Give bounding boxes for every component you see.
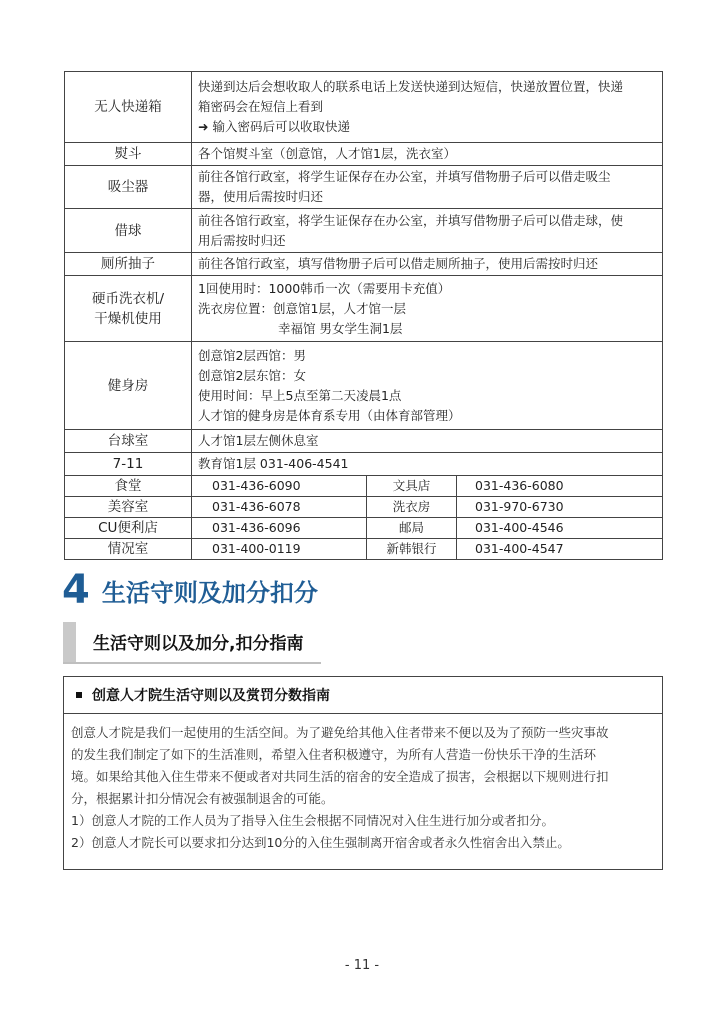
subsection-title: 生活守则以及加分,扣分指南 <box>93 634 304 654</box>
contact-phone: 031-436-6096 <box>192 518 367 539</box>
rules-box-body <box>64 714 662 854</box>
contact-phone: 031-436-6090 <box>192 476 367 497</box>
contact-row <box>65 497 663 518</box>
contact-name: 洗衣房 <box>367 497 457 518</box>
table-row <box>65 253 663 276</box>
row-description: 前往各馆行政室，将学生证保存在办公室，并填写借物册子后可以借走球，使 用后需按时归还 <box>192 209 663 253</box>
contact-phone: 031-400-4546 <box>457 518 663 539</box>
row-description: 人才馆1层左侧休息室 <box>192 430 663 453</box>
table-row <box>65 276 663 342</box>
contact-row <box>65 539 663 560</box>
table-row <box>65 209 663 253</box>
contact-row <box>65 518 663 539</box>
row-description: 快递到达后会想收取人的联系电话上发送快递到达短信，快递放置位置，快递 箱密码会在短信上看到 ➜ 输入密码后可以收取快递 <box>192 72 663 143</box>
paragraph-line: 创意人才院是我们一起使用的生活空间。为了避免给其他入住者带来不便以及为了预防一些灾事故 <box>71 725 609 740</box>
row-description: 创意馆2层西馆：男 创意馆2层东馆：女 使用时间：早上5点至第二天凌晨1点 人才馆的健身房是体育系专用（由体育部管理） <box>192 342 663 430</box>
row-description: 前往各馆行政室，填写借物册子后可以借走厕所抽子，使用后需按时归还 <box>192 253 663 276</box>
contact-row <box>65 476 663 497</box>
row-description: 教育馆1层 031-406-4541 <box>192 453 663 476</box>
contact-phone: 031-436-6080 <box>457 476 663 497</box>
table-row <box>65 342 663 430</box>
rules-box-header <box>64 677 662 714</box>
row-label: 厕所抽子 <box>65 253 192 276</box>
contact-name: 情况室 <box>65 539 192 560</box>
contact-phone: 031-436-6078 <box>192 497 367 518</box>
table-row <box>65 430 663 453</box>
contact-name: 食堂 <box>65 476 192 497</box>
contact-name: 邮局 <box>367 518 457 539</box>
section-title: 生活守则及加分扣分 <box>101 578 318 607</box>
row-label: 健身房 <box>65 342 192 430</box>
row-label: 7-11 <box>65 453 192 476</box>
subsection-heading <box>63 620 323 664</box>
heading-accent-bar <box>63 622 76 662</box>
row-label: 借球 <box>65 209 192 253</box>
table-row <box>65 166 663 209</box>
page-number: - 11 - <box>344 958 380 973</box>
row-label: 无人快递箱 <box>65 72 192 143</box>
table-row <box>65 143 663 166</box>
contact-name: 美容室 <box>65 497 192 518</box>
contact-name: CU便利店 <box>65 518 192 539</box>
contact-phone: 031-400-0119 <box>192 539 367 560</box>
facilities-table <box>64 71 663 560</box>
square-bullet-icon <box>76 692 82 698</box>
contact-phone: 031-400-4547 <box>457 539 663 560</box>
row-label: 台球室 <box>65 430 192 453</box>
table-row <box>65 453 663 476</box>
row-label: 熨斗 <box>65 143 192 166</box>
rules-box-title: 创意人才院生活守则以及赏罚分数指南 <box>92 688 330 704</box>
contact-name: 新韩银行 <box>367 539 457 560</box>
row-description: 各个馆熨斗室（创意馆，人才馆1层，洗衣室） <box>192 143 663 166</box>
row-label: 吸尘器 <box>65 166 192 209</box>
contact-name: 文具店 <box>367 476 457 497</box>
paragraph-line: 分，根据累计扣分情况会有被强制退舍的可能。 <box>71 791 334 806</box>
section-number: 4 <box>62 567 90 613</box>
table-row <box>65 72 663 143</box>
heading-underline <box>63 662 321 664</box>
row-label: 硬币洗衣机/ 干燥机使用 <box>65 276 192 342</box>
rules-box <box>63 676 663 870</box>
row-description: 1回使用时：1000韩币一次（需要用卡充值） 洗衣房位置：创意馆1层，人才馆一层 幸福馆 男女学生洞1层 <box>192 276 663 342</box>
paragraph-line: 的发生我们制定了如下的生活准则，希望入住者积极遵守，为所有人营造一份快乐干净的生活环 <box>71 747 597 762</box>
rule-item: 2）创意人才院长可以要求扣分达到10分的入住生强制离开宿舍或者永久性宿舍出入禁止。 <box>71 835 570 850</box>
section-heading <box>62 565 318 615</box>
paragraph-line: 境。如果给其他入住生带来不便或者对共同生活的宿舍的安全造成了损害，会根据以下规则进行扣 <box>71 769 609 784</box>
contact-phone: 031-970-6730 <box>457 497 663 518</box>
rule-item: 1）创意人才院的工作人员为了指导入住生会根据不同情况对入住生进行加分或者扣分。 <box>71 813 554 828</box>
row-description: 前往各馆行政室，将学生证保存在办公室，并填写借物册子后可以借走吸尘 器，使用后需按时归还 <box>192 166 663 209</box>
